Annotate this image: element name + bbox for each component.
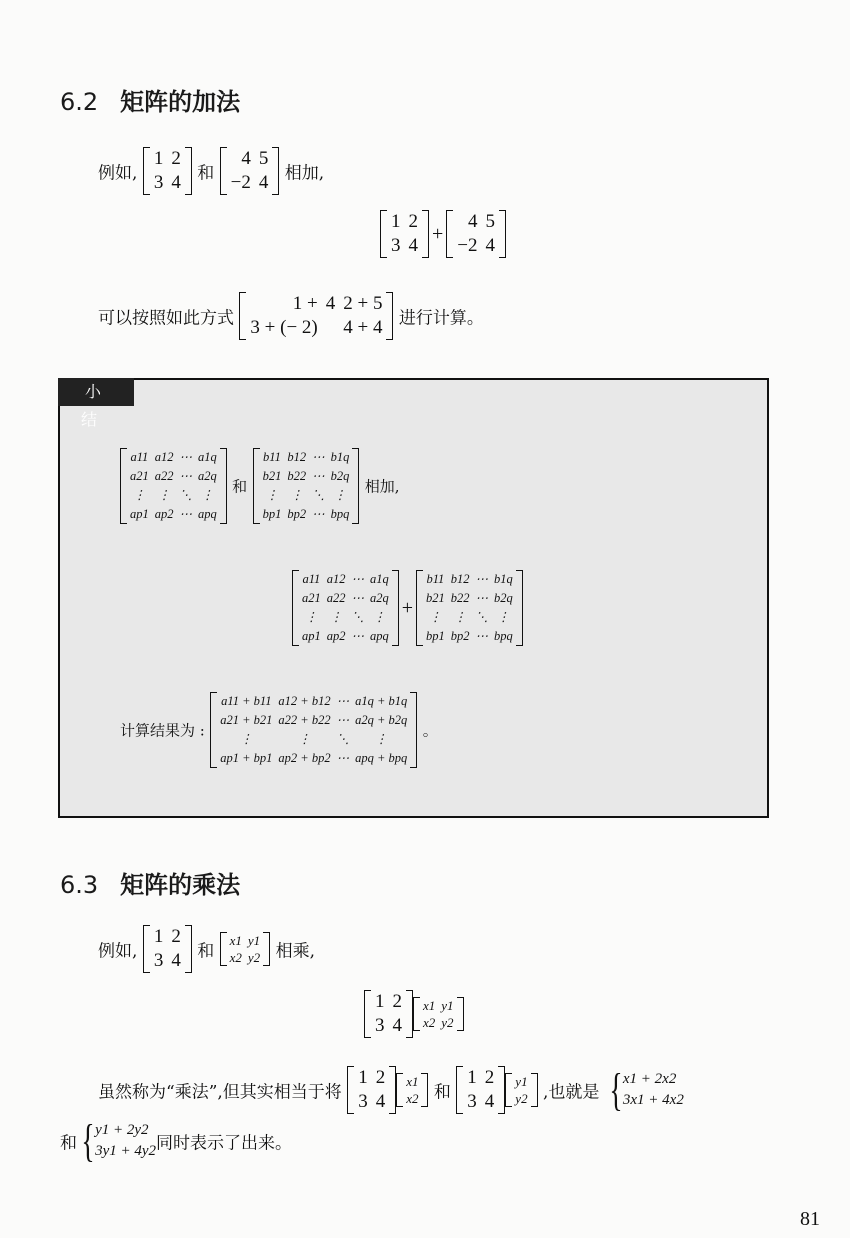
matrix-row	[512, 1073, 530, 1090]
and-word: 和	[232, 477, 248, 496]
matrix-cell: ap2	[154, 507, 174, 521]
matrix-cell: x2	[229, 950, 242, 965]
left-brace: {	[81, 1115, 95, 1166]
matrix-cell: 4	[171, 172, 181, 193]
matrix-cell: b1q	[330, 450, 350, 464]
result-post: 。	[422, 721, 438, 740]
matrix-row	[246, 292, 386, 316]
matrix-a	[380, 210, 429, 258]
matrix-row	[463, 1090, 498, 1114]
addition-expression	[380, 210, 506, 258]
matrix-row	[127, 448, 220, 467]
add-tail: 相加,	[284, 163, 325, 184]
matrix-cell: ⋯	[475, 572, 489, 586]
bracket-right	[457, 997, 464, 1031]
matrix-cell: y2	[247, 950, 261, 965]
matrix-cell: y1	[247, 933, 261, 948]
and-word: 和	[60, 1133, 77, 1154]
matrix-cell: 3	[375, 1015, 385, 1036]
matrix-cell: a22	[154, 469, 174, 483]
matrix-cell: 1	[375, 991, 385, 1012]
matrix-row	[127, 505, 220, 524]
matrix-row	[260, 486, 353, 505]
bracket-left	[239, 292, 246, 340]
matrix-cell: 2	[171, 926, 181, 947]
section-number: 6.2	[60, 88, 99, 116]
matrix-cell: y1	[515, 1074, 528, 1089]
matrix-cell: bp2	[450, 629, 470, 643]
matrix-cell: ap2 + bp2	[278, 751, 331, 765]
matrix-cell: 1	[153, 926, 164, 947]
matrix-b	[446, 210, 506, 258]
matrix-cell: a22 + b22	[278, 713, 331, 727]
equation: y1 + 2y2	[95, 1122, 149, 1138]
matrix-cell: apq	[198, 507, 217, 521]
matrix-b-general	[253, 448, 360, 524]
matrix-row	[127, 486, 220, 505]
matrix-a-general	[120, 448, 227, 524]
matrix-cell: 5	[258, 148, 269, 169]
matrix-cell: −2	[457, 235, 478, 256]
matrix-cell: ⋮	[429, 610, 442, 624]
multiplication-example-line	[98, 925, 315, 973]
matrix-cell: x1	[406, 1074, 419, 1089]
matrix-cell: ap1	[130, 507, 149, 521]
matrix-cell: 1	[391, 211, 401, 232]
matrix-cell: ⋮	[298, 732, 311, 746]
example-intro: 例如,	[98, 941, 138, 962]
matrix-cell: 3	[391, 235, 401, 256]
bracket-right	[406, 990, 413, 1038]
matrix-cell: b22	[287, 469, 307, 483]
calc-pre: 可以按照如此方式	[98, 308, 234, 329]
matrix-cell: 4	[408, 235, 418, 256]
summary-tail: 相加,	[364, 477, 400, 496]
matrix-cell: b2q	[330, 469, 350, 483]
matrix-cell: a12 + b12	[278, 694, 331, 708]
bracket-right	[352, 448, 359, 524]
matrix-cell: ⋯	[336, 751, 350, 765]
matrix-x	[413, 997, 464, 1031]
system-y	[95, 1120, 156, 1162]
matrix-cell: bp1	[262, 507, 282, 521]
matrix-row	[354, 1090, 389, 1114]
mul-tail: 相乘,	[275, 941, 315, 962]
bracket-right	[421, 1073, 428, 1107]
matrix-cell: 4	[171, 950, 181, 971]
multiplication-explanation-line	[98, 1066, 684, 1114]
matrix-row	[150, 925, 185, 949]
matrix-row	[227, 932, 264, 949]
matrix-row	[423, 570, 516, 589]
matrix-cell: b11	[263, 450, 281, 464]
matrix-cell: a21	[302, 591, 321, 605]
matrix-cell: b12	[287, 450, 307, 464]
matrix-cell: a21 + b21	[220, 713, 273, 727]
matrix-cell: ⋮	[201, 488, 214, 502]
matrix-cell: ⋱	[179, 488, 192, 502]
equation: x1 + 2x2	[622, 1071, 677, 1087]
matrix-cell: ap1 + bp1	[220, 751, 273, 765]
matrix-cell: apq + bpq	[355, 751, 408, 765]
matrix-cell: a1q	[198, 450, 217, 464]
bracket-left	[446, 210, 453, 258]
bracket-left	[347, 1066, 354, 1114]
bracket-right	[422, 210, 429, 258]
matrix-cell: ⋯	[351, 572, 364, 586]
bracket-left	[120, 448, 127, 524]
matrix-cell: ⋮	[453, 610, 467, 624]
matrix-cell: ⋯	[475, 591, 489, 605]
bracket-right	[389, 1066, 396, 1114]
matrix-cell: 3	[467, 1091, 477, 1112]
matrix-cell: ⋮	[374, 732, 388, 746]
matrix-cell: ⋮	[305, 610, 318, 624]
matrix-cell: ap1	[302, 629, 321, 643]
matrix-cell: a11	[130, 450, 149, 464]
matrix-cell: ⋱	[351, 610, 364, 624]
matrix-cell: x2	[406, 1091, 419, 1106]
matrix-cell: 4	[468, 211, 478, 232]
matrix-row	[423, 627, 516, 646]
multiplication-expression	[364, 990, 464, 1038]
matrix-cell: a2q + b2q	[355, 713, 408, 727]
matrix-row	[150, 147, 185, 171]
matrix-row	[260, 448, 353, 467]
matrix-row	[463, 1066, 498, 1090]
matrix-cell: 1 +	[292, 293, 318, 314]
matrix-row	[299, 589, 392, 608]
bracket-left	[210, 692, 217, 768]
that-is-text: ,也就是	[542, 1082, 600, 1103]
matrix-cell: 4	[484, 1091, 495, 1112]
matrix-cell: 1	[467, 1067, 477, 1088]
bracket-left	[143, 147, 150, 195]
matrix-result-general	[210, 692, 417, 768]
matrix-cell: a2q	[370, 591, 389, 605]
matrix-cell: ⋯	[336, 694, 350, 708]
matrix-row	[260, 505, 353, 524]
matrix-cell: b21	[426, 591, 445, 605]
matrix-cell: 2 + 5	[343, 293, 383, 314]
matrix-a-general	[292, 570, 399, 646]
matrix-cell: 3	[358, 1091, 368, 1112]
matrix-sum	[239, 292, 393, 340]
page-number: 81	[800, 1208, 820, 1230]
equation: 3y1 + 4y2	[95, 1143, 157, 1159]
matrix-cell: b11	[426, 572, 445, 586]
bracket-left	[413, 997, 420, 1031]
bracket-left	[220, 932, 227, 966]
matrix-cell: 4	[325, 293, 336, 314]
matrix-cell: a12	[326, 572, 346, 586]
bracket-left	[292, 570, 299, 646]
summary-label: 小 结	[58, 378, 134, 406]
matrix-cell: 5	[485, 211, 495, 232]
bracket-right	[516, 570, 523, 646]
column-y	[505, 1073, 537, 1107]
matrix-cell: b22	[450, 591, 470, 605]
matrix-cell: ⋱	[336, 732, 350, 746]
matrix-cell: ⋯	[336, 713, 350, 727]
matrix-cell: 1	[153, 148, 164, 169]
bracket-left	[364, 990, 371, 1038]
summary-sum-expression	[292, 570, 523, 646]
matrix-x	[220, 932, 271, 966]
matrix-row	[260, 467, 353, 486]
matrix-cell: ⋮	[157, 488, 171, 502]
equation: 3x1 + 4x2	[622, 1092, 684, 1108]
matrix-cell: ap2	[326, 629, 346, 643]
matrix-row	[453, 234, 499, 258]
matrix-cell: ⋯	[179, 507, 192, 521]
bracket-right	[185, 925, 192, 973]
matrix-cell: ⋯	[179, 450, 192, 464]
matrix-cell: ⋮	[240, 732, 253, 746]
multiplication-conclusion-line	[60, 1115, 293, 1166]
addition-example-line	[98, 147, 324, 195]
matrix-cell: ⋯	[312, 450, 325, 464]
matrix-cell: bp2	[287, 507, 307, 521]
matrix-row	[150, 949, 185, 973]
bracket-right	[531, 1073, 538, 1107]
matrix-cell: 2	[484, 1067, 495, 1088]
matrix-a	[143, 925, 192, 973]
matrix-row	[246, 316, 386, 340]
matrix-row	[299, 608, 392, 627]
matrix-cell: 2	[375, 1067, 386, 1088]
system-x	[623, 1069, 684, 1111]
matrix-cell: 3	[153, 950, 164, 971]
left-brace: {	[609, 1064, 623, 1115]
plus-sign: +	[432, 222, 444, 245]
matrix-row	[403, 1090, 421, 1107]
bracket-left	[220, 147, 227, 195]
matrix-cell: 2	[392, 991, 402, 1012]
bracket-right	[185, 147, 192, 195]
matrix-row	[512, 1090, 530, 1107]
bracket-right	[263, 932, 270, 966]
matrix-row	[387, 210, 422, 234]
matrix-row	[403, 1073, 421, 1090]
matrix-cell: bp1	[426, 629, 445, 643]
bracket-right	[272, 147, 279, 195]
matrix-row	[217, 749, 410, 768]
bracket-right	[392, 570, 399, 646]
matrix-cell: ⋯	[312, 507, 325, 521]
matrix-cell: ⋯	[475, 629, 489, 643]
matrix-row	[217, 730, 410, 749]
plus-sign: +	[401, 596, 414, 619]
summary-result-line	[120, 692, 438, 768]
matrix-cell: ⋱	[312, 488, 325, 502]
matrix-b	[220, 147, 280, 195]
matrix-cell: ⋮	[329, 610, 343, 624]
matrix-row	[420, 1014, 457, 1031]
matrix-cell: y2	[515, 1091, 528, 1106]
matrix-cell: a1q + b1q	[355, 694, 408, 708]
matrix-row	[354, 1066, 389, 1090]
bracket-right	[499, 210, 506, 258]
matrix-cell: ⋯	[179, 469, 192, 483]
matrix-cell: 3 + (− 2)	[250, 317, 318, 338]
matrix-cell: b1q	[494, 572, 513, 586]
and-word: 和	[197, 163, 215, 184]
matrix-row	[299, 570, 392, 589]
matrix-row	[371, 1014, 406, 1038]
addition-calc-line	[98, 292, 484, 340]
bracket-left	[456, 1066, 463, 1114]
matrix-a	[364, 990, 413, 1038]
and-word: 和	[433, 1082, 451, 1103]
matrix-row	[227, 949, 264, 966]
matrix-cell: ⋯	[351, 591, 364, 605]
matrix-cell: ⋮	[333, 488, 347, 502]
matrix-row	[217, 692, 410, 711]
matrix-cell: 4	[258, 172, 269, 193]
matrix-a	[456, 1066, 505, 1114]
matrix-cell: 1	[358, 1067, 368, 1088]
matrix-row	[227, 147, 273, 171]
matrix-row	[420, 997, 457, 1014]
matrix-cell: b12	[450, 572, 470, 586]
matrix-cell: b2q	[494, 591, 513, 605]
matrix-cell: y1	[441, 998, 454, 1013]
matrix-cell: x2	[423, 1015, 436, 1030]
matrix-cell: x1	[423, 998, 436, 1013]
section-title: 矩阵的乘法	[120, 871, 241, 899]
bracket-right	[220, 448, 227, 524]
matrix-cell: 4	[485, 235, 495, 256]
and-word: 和	[197, 941, 215, 962]
column-x	[396, 1073, 428, 1107]
matrix-cell: a21	[130, 469, 149, 483]
matrix-row	[299, 627, 392, 646]
bracket-left	[380, 210, 387, 258]
section-heading-6-3	[60, 865, 240, 900]
bracket-right	[498, 1066, 505, 1114]
matrix-cell	[322, 316, 340, 340]
bracket-left	[505, 1073, 512, 1107]
summary-line-1	[120, 448, 400, 524]
bracket-left	[143, 925, 150, 973]
example-intro: 例如,	[98, 163, 138, 184]
matrix-cell: y2	[441, 1015, 454, 1030]
bracket-right	[410, 692, 417, 768]
matrix-cell: x1	[229, 933, 242, 948]
result-pre: 计算结果为 :	[120, 721, 205, 740]
matrix-cell: −2	[230, 172, 251, 193]
matrix-cell: a1q	[370, 572, 389, 586]
bracket-left	[253, 448, 260, 524]
matrix-a	[347, 1066, 396, 1114]
matrix-cell: 2	[408, 211, 418, 232]
matrix-cell: ⋱	[475, 610, 489, 624]
matrix-cell: 3	[153, 172, 164, 193]
matrix-cell: a11	[302, 572, 321, 586]
matrix-cell: bpq	[330, 507, 350, 521]
conclusion-text: 同时表示了出来。	[156, 1133, 293, 1154]
calc-post: 进行计算。	[398, 308, 484, 329]
section-heading-6-2	[60, 82, 240, 117]
matrix-b-general	[416, 570, 523, 646]
matrix-cell: a12	[154, 450, 174, 464]
matrix-cell: 4	[392, 1015, 402, 1036]
matrix-cell: 4 + 4	[343, 317, 383, 338]
matrix-cell: ⋮	[265, 488, 279, 502]
matrix-row	[423, 608, 516, 627]
bracket-left	[396, 1073, 403, 1107]
matrix-row	[227, 171, 273, 195]
matrix-cell: 2	[171, 148, 181, 169]
section-title: 矩阵的加法	[120, 88, 241, 116]
matrix-row	[217, 711, 410, 730]
bracket-right	[386, 292, 393, 340]
matrix-cell: ⋯	[312, 469, 325, 483]
matrix-cell: apq	[370, 629, 389, 643]
matrix-row	[150, 171, 185, 195]
matrix-cell: ⋮	[373, 610, 386, 624]
matrix-cell: a11 + b11	[221, 694, 272, 708]
explanation-text: 虽然称为“乘法”,但其实相当于将	[98, 1082, 342, 1103]
matrix-row	[371, 990, 406, 1014]
matrix-row	[387, 234, 422, 258]
bracket-left	[416, 570, 423, 646]
matrix-row	[453, 210, 499, 234]
matrix-row	[423, 589, 516, 608]
matrix-cell: 4	[375, 1091, 386, 1112]
matrix-cell: ⋮	[497, 610, 510, 624]
matrix-cell: b21	[262, 469, 282, 483]
matrix-cell: a2q	[198, 469, 217, 483]
section-number: 6.3	[60, 871, 99, 899]
matrix-cell: bpq	[494, 629, 513, 643]
matrix-cell: ⋮	[290, 488, 303, 502]
matrix-cell: 4	[241, 148, 251, 169]
matrix-a	[143, 147, 192, 195]
matrix-cell: a22	[326, 591, 346, 605]
matrix-cell: ⋯	[351, 629, 364, 643]
matrix-row	[127, 467, 220, 486]
matrix-cell: ⋮	[133, 488, 146, 502]
